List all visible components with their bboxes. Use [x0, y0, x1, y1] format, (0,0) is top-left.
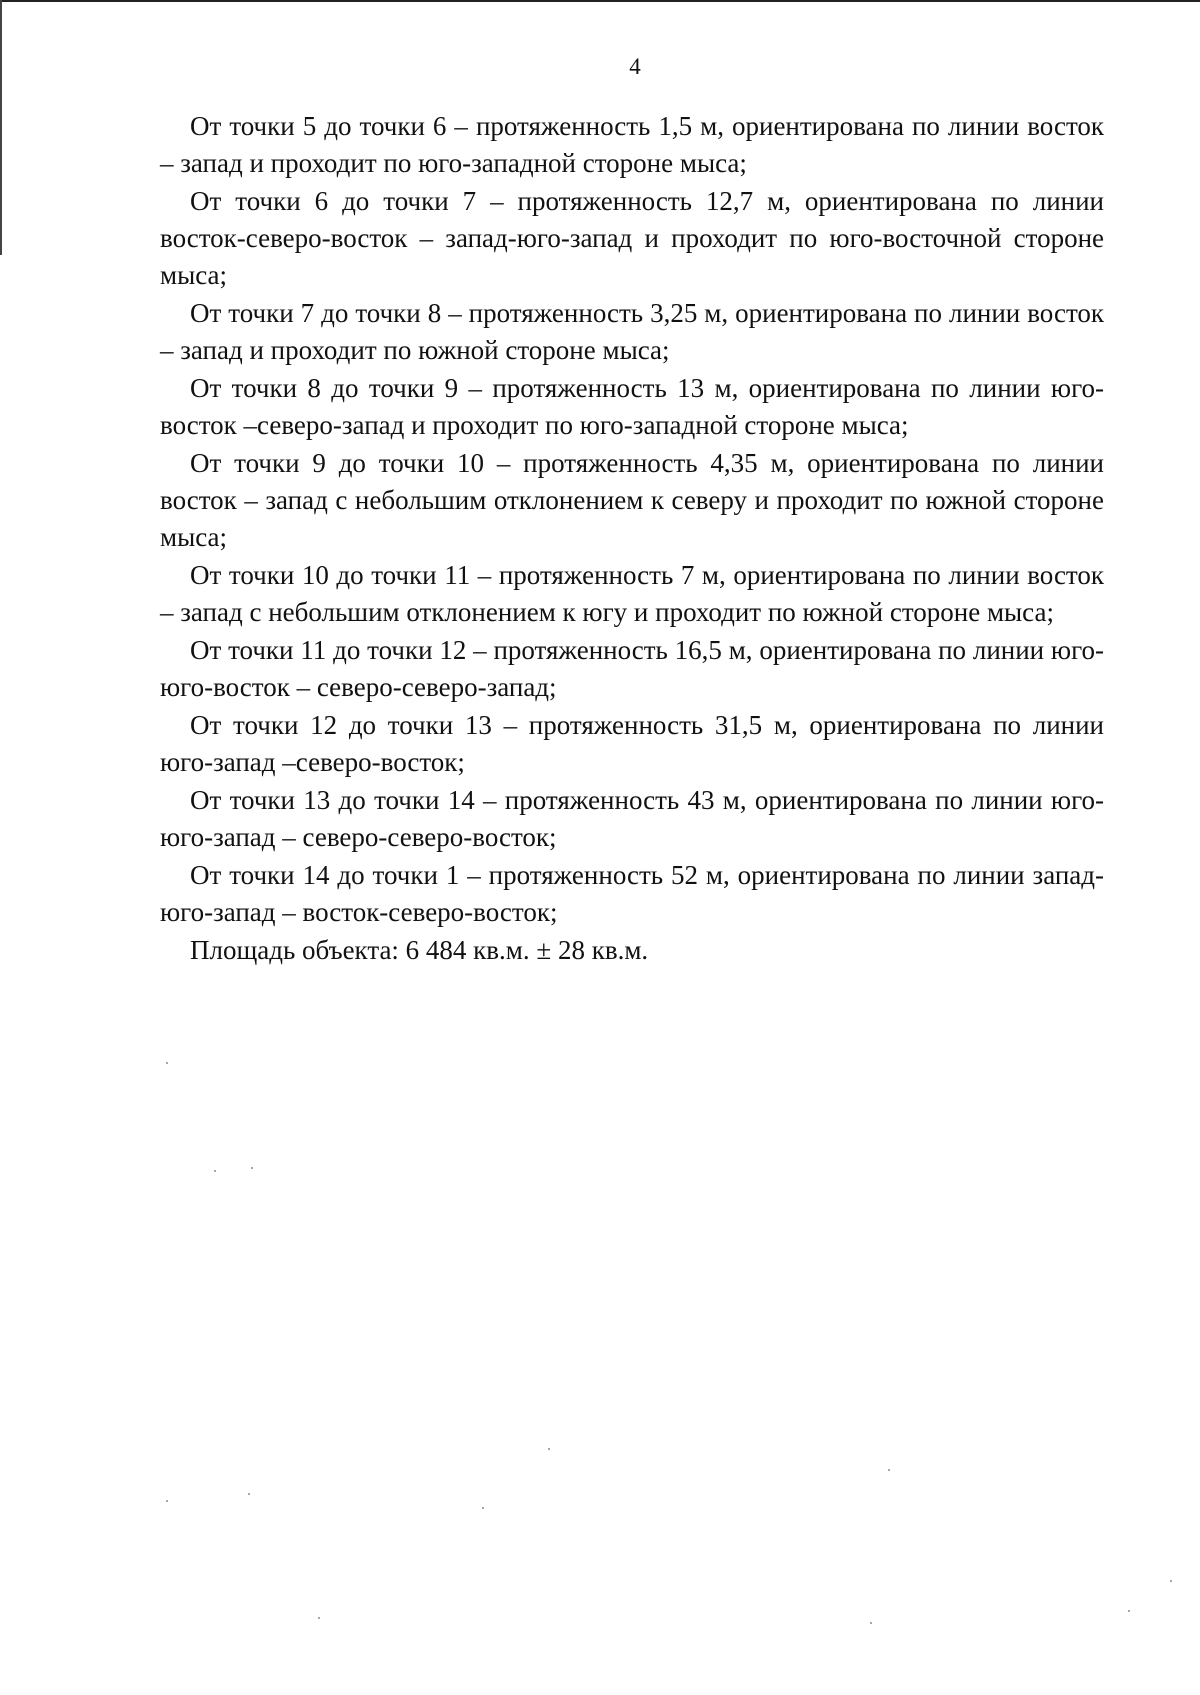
segment-paragraph-6-7: От точки 6 до точки 7 – протяженность 12,7 м, ориентирована по линии восток-северо-восток – запад-юго-запад и проходит по юго-восточной стороне мыса; — [160, 186, 1104, 290]
scan-border-top — [0, 0, 1200, 2]
scan-speck — [248, 1493, 250, 1495]
area-statement: Площадь объекта: 6 484 кв.м. ± 28 кв.м. — [190, 935, 649, 965]
segment-paragraph-8-9: От точки 8 до точки 9 – протяженность 13 м, ориентирована по линии юго-восток –северо-запад и проходит по юго-западной стороне мыса; — [160, 373, 1104, 440]
page-number: 4 — [629, 54, 641, 79]
scan-speck — [888, 1469, 890, 1471]
document-body — [160, 108, 1104, 970]
scan-speck — [318, 1617, 320, 1619]
segment-paragraph-14-1: От точки 14 до точки 1 – протяженность 52 м, ориентирована по линии запад-юго-запад – восток-северо-восток; — [160, 860, 1104, 927]
scan-border-left — [0, 0, 2, 255]
scan-speck — [1128, 1610, 1130, 1612]
segment-paragraph-9-10: От точки 9 до точки 10 – протяженность 4,35 м, ориентирована по линии восток – запад с небольшим отклонением к северу и проходит по южной стороне мыса; — [160, 448, 1104, 552]
scan-speck — [251, 1167, 253, 1169]
segment-paragraph-13-14: От точки 13 до точки 14 – протяженность 43 м, ориентирована по линии юго-юго-запад – северо-северо-восток; — [160, 785, 1104, 852]
scan-speck — [166, 1500, 168, 1502]
scan-speck — [166, 1062, 168, 1064]
scan-speck — [870, 1622, 872, 1624]
segment-paragraph-5-6: От точки 5 до точки 6 – протяженность 1,5 м, ориентирована по линии восток – запад и проходит по юго-западной стороне мыса; — [160, 111, 1104, 178]
scan-speck — [1170, 1580, 1172, 1582]
scan-speck — [548, 1448, 550, 1450]
segment-paragraph-10-11: От точки 10 до точки 11 – протяженность 7 м, ориентирована по линии восток – запад с небольшим отклонением к югу и проходит по южной стороне мыса; — [160, 560, 1104, 627]
segment-paragraph-11-12: От точки 11 до точки 12 – протяженность 16,5 м, ориентирована по линии юго-юго-восток – северо-северо-запад; — [160, 635, 1104, 702]
segment-paragraph-12-13: От точки 12 до точки 13 – протяженность 31,5 м, ориентирована по линии юго-запад –северо-восток; — [160, 710, 1104, 777]
segment-paragraph-7-8: От точки 7 до точки 8 – протяженность 3,25 м, ориентирована по линии восток – запад и проходит по южной стороне мыса; — [160, 298, 1104, 365]
scan-speck — [482, 1507, 484, 1509]
scan-speck — [214, 1170, 216, 1172]
